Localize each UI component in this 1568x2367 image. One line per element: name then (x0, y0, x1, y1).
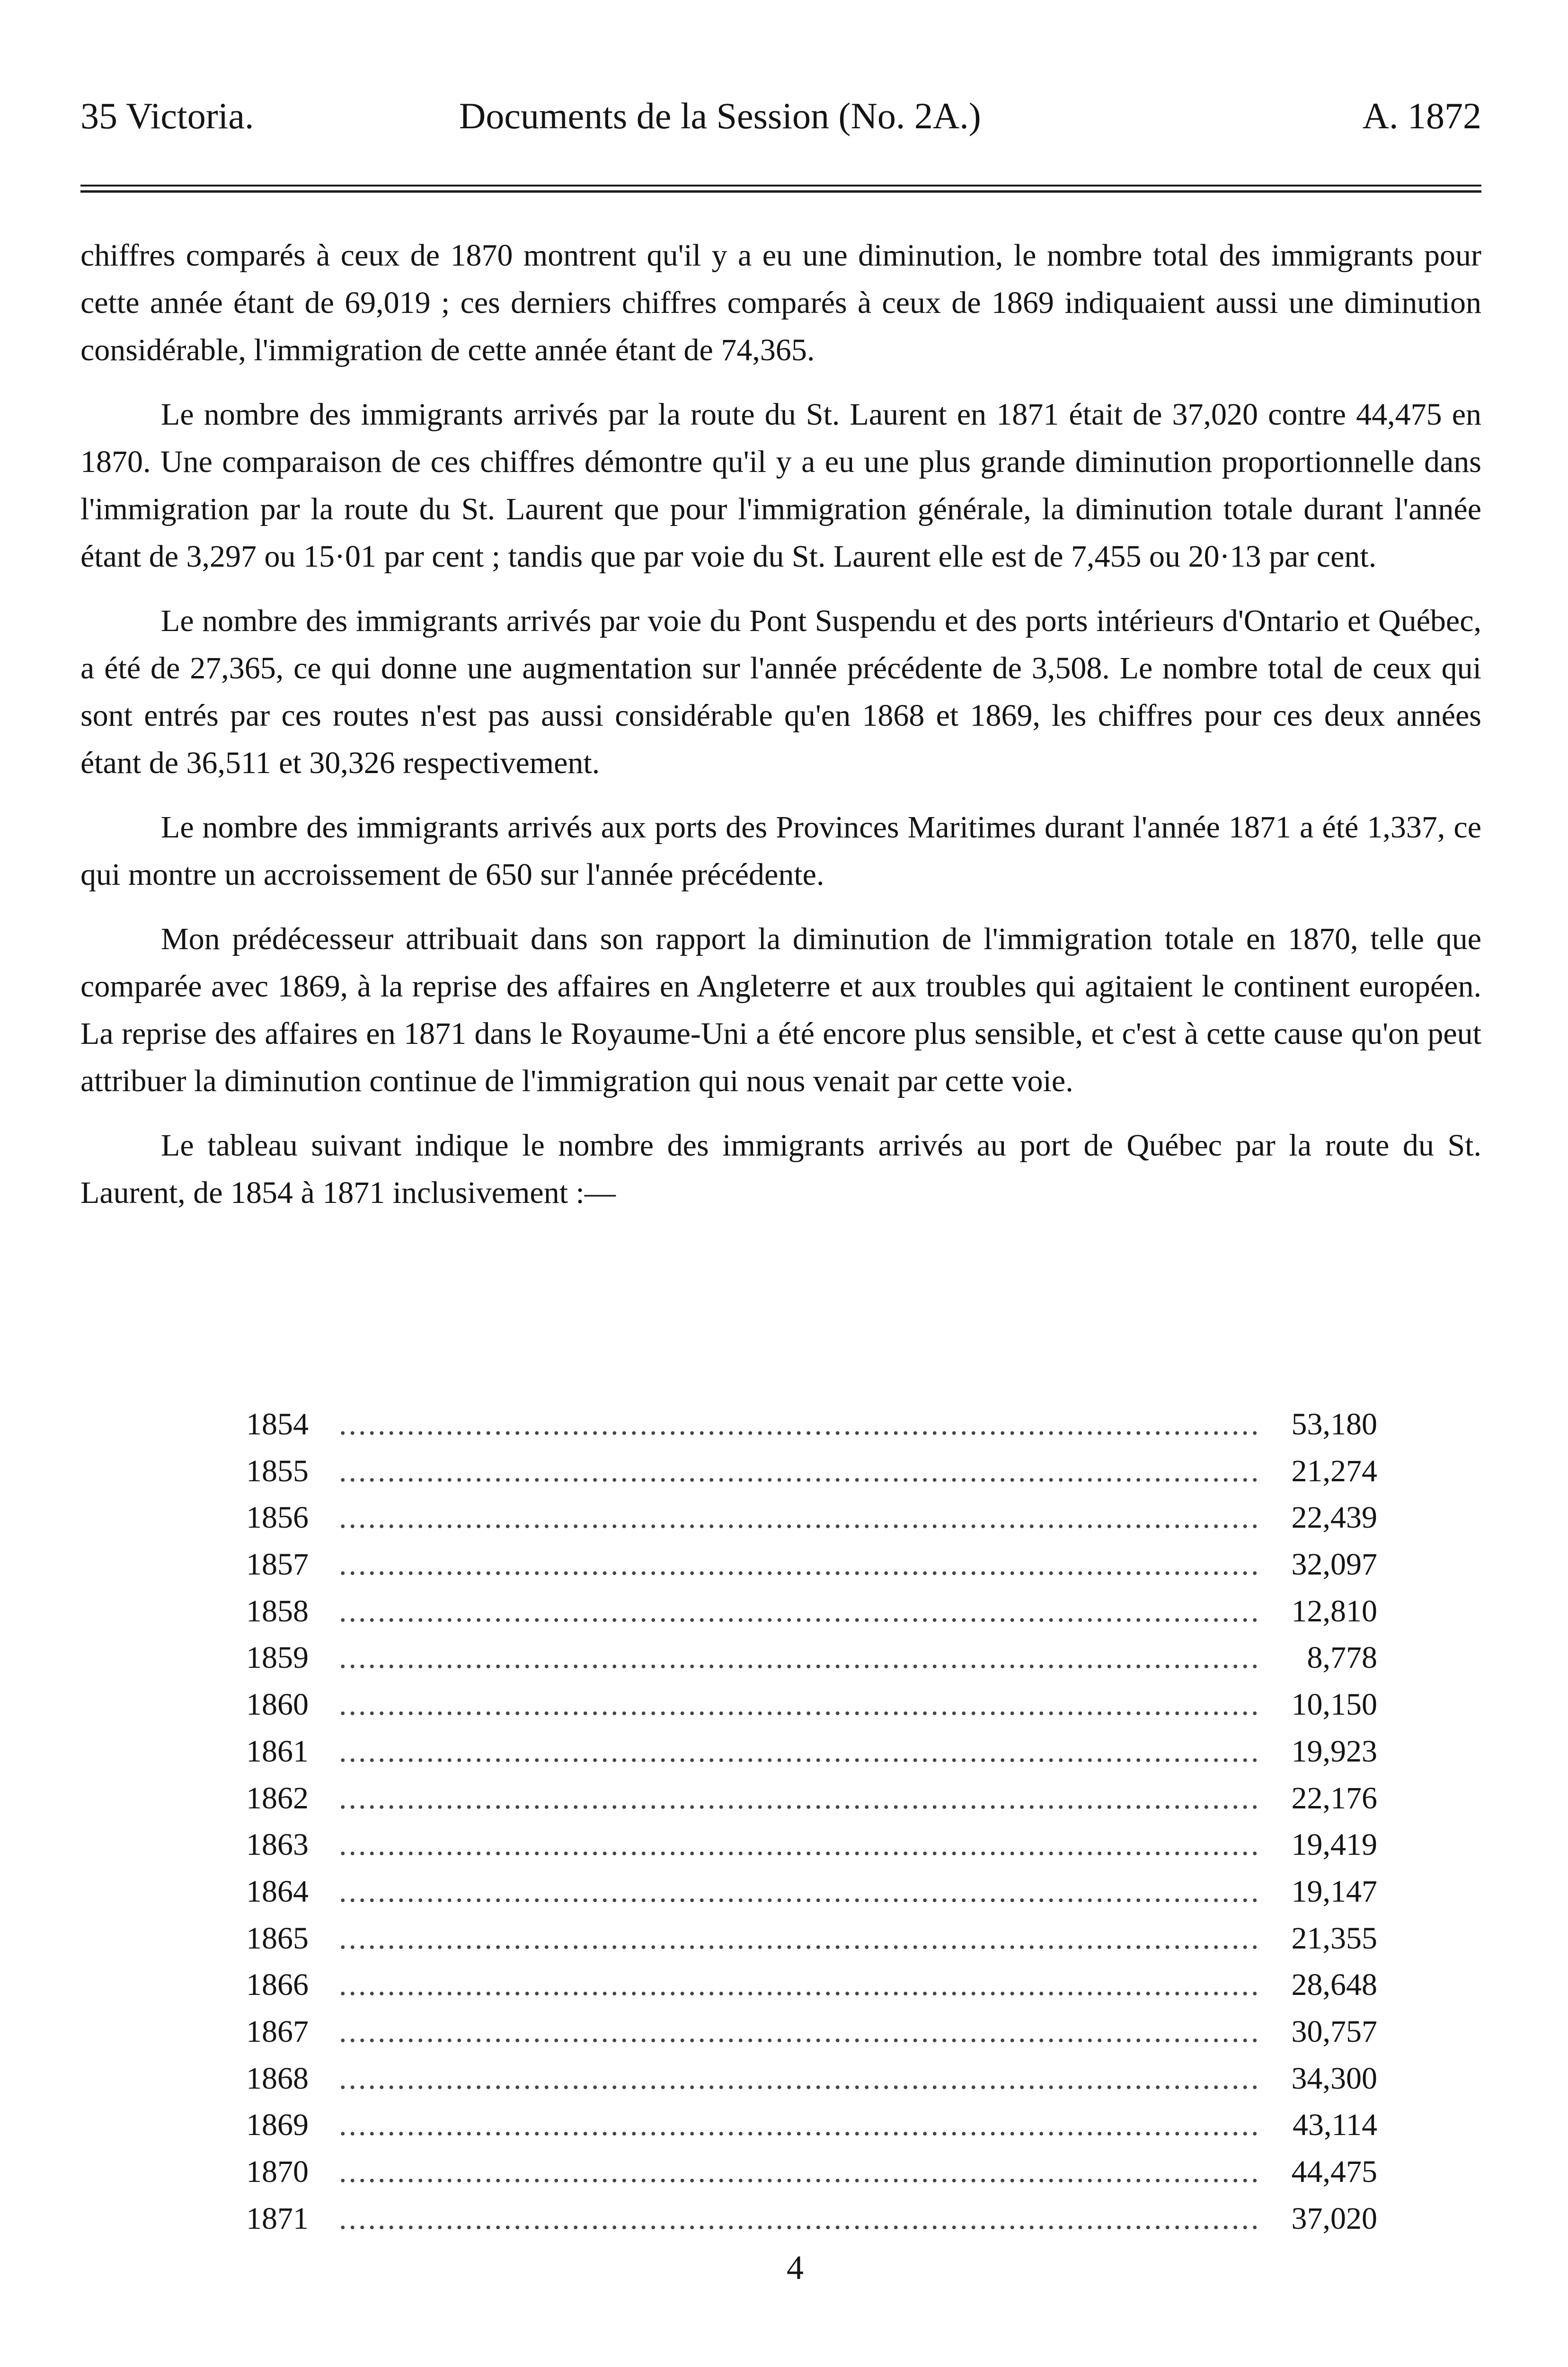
header-title: Documents de la Session (No. 2A.) (459, 95, 981, 136)
table-year: 1867 (246, 2014, 309, 2049)
table-year: 1868 (246, 2061, 309, 2096)
table-row (246, 1682, 1377, 1728)
table-year: 1859 (246, 1640, 309, 1675)
table-value: 44,475 (1291, 2154, 1377, 2189)
paragraph: chiffres comparés à ceux de 1870 montrent qu'il y a eu une diminution, le nombre total des immigrants pour cette année étant de 69,019 ; ces derniers chiffres comparés à ceux de 1869 indiquaient aussi une diminution considérable, l'immigration de cette année étant de 74,365. (80, 238, 1481, 367)
table-value: 22,439 (1291, 1500, 1377, 1535)
paragraph: Le nombre des immigrants arrivés aux ports des Provinces Maritimes durant l'année 1871 a été 1,337, ce qui montre un accroissement de 650 sur l'année précédente. (80, 810, 1481, 892)
table-row (246, 1869, 1377, 1915)
table-year: 1858 (246, 1593, 309, 1628)
table-value: 43,114 (1292, 2108, 1377, 2143)
table-value: 19,419 (1291, 1827, 1377, 1862)
table-year: 1855 (246, 1453, 309, 1488)
page-number: 4 (787, 2249, 804, 2287)
leader-dots (339, 1915, 1257, 1962)
table-value: 22,176 (1291, 1780, 1377, 1815)
table-year: 1864 (246, 1874, 309, 1909)
table-value: 34,300 (1291, 2061, 1377, 2096)
immigration-table (246, 1401, 1377, 2242)
table-year: 1861 (246, 1734, 309, 1769)
table-row (246, 1401, 1377, 1448)
running-header (80, 90, 1481, 142)
table-row (246, 1588, 1377, 1635)
table-row (246, 2009, 1377, 2056)
table-value: 21,355 (1291, 1921, 1377, 1956)
table-value: 8,778 (1307, 1640, 1377, 1675)
header-volume: 35 Victoria. (80, 95, 254, 136)
paragraph: Mon prédécesseur attribuait dans son rapport la diminution de l'immigration totale en 1870, telle que comparée avec 1869, à la reprise des affaires en Angleterre et aux troubles qui agitaient le continent européen. La reprise des affaires en 1871 dans le Royaume-Uni a été encore plus sensible, et c'est à cette cause qu'on peut attribuer la diminution continue de l'immigration qui nous venait par cette voie. (80, 922, 1481, 1098)
leader-dots (339, 1588, 1257, 1635)
table-value: 37,020 (1291, 2201, 1377, 2236)
table-row (246, 1962, 1377, 2009)
table-row (246, 2102, 1377, 2149)
table-year: 1863 (246, 1827, 309, 1862)
table-year: 1869 (246, 2108, 309, 2143)
paragraph: Le nombre des immigrants arrivés par la route du St. Laurent en 1871 était de 37,020 contre 44,475 en 1870. Une comparaison de ces chiffres démontre qu'il y a eu une plus grande diminution proportionnelle dans l'immigration par la route du St. Laurent que pour l'immigration générale, la diminution totale durant l'année étant de 3,297 ou 15·01 par cent ; tandis que par voie du St. Laurent elle est de 7,455 ou 20·13 par cent. (80, 397, 1481, 574)
table-row (246, 2196, 1377, 2242)
leader-dots (339, 1869, 1257, 1915)
table-row (246, 1775, 1377, 1822)
leader-dots (339, 1448, 1257, 1495)
leader-dots (339, 2102, 1257, 2149)
table-row (246, 1915, 1377, 1962)
table-value: 10,150 (1291, 1687, 1377, 1722)
table-row (246, 1822, 1377, 1869)
leader-dots (339, 1541, 1257, 1588)
table-year: 1865 (246, 1921, 309, 1956)
table-year: 1854 (246, 1407, 309, 1442)
table-value: 28,648 (1291, 1967, 1377, 2002)
leader-dots (339, 1682, 1257, 1728)
table-value: 19,147 (1291, 1874, 1377, 1909)
leader-dots (339, 2056, 1257, 2102)
paragraph: Le nombre des immigrants arrivés par voie du Pont Suspendu et des ports intérieurs d'Ontario et Québec, a été de 27,365, ce qui donne une augmentation sur l'année précédente de 3,508. Le nombre total de ceux qui sont entrés par ces routes n'est pas aussi considérable qu'en 1868 et 1869, les chiffres pour ces deux années étant de 36,511 et 30,326 respectivement. (80, 604, 1481, 780)
table-value: 19,923 (1291, 1734, 1377, 1769)
table-row (246, 1495, 1377, 1541)
leader-dots (339, 1962, 1257, 2009)
table-year: 1870 (246, 2154, 309, 2189)
table-row (246, 1635, 1377, 1682)
leader-dots (339, 1401, 1257, 1448)
table-row (246, 1448, 1377, 1495)
table-year: 1871 (246, 2201, 309, 2236)
table-value: 12,810 (1291, 1593, 1377, 1628)
leader-dots (339, 1822, 1257, 1869)
table-row (246, 2149, 1377, 2196)
leader-dots (339, 1635, 1257, 1682)
table-value: 30,757 (1291, 2014, 1377, 2049)
table-row (246, 1541, 1377, 1588)
header-rule-thin (80, 185, 1481, 187)
leader-dots (339, 2149, 1257, 2196)
table-year: 1856 (246, 1500, 309, 1535)
leader-dots (339, 2196, 1257, 2242)
table-year: 1860 (246, 1687, 309, 1722)
table-row (246, 2056, 1377, 2102)
header-year: A. 1872 (1362, 95, 1481, 136)
table-year: 1857 (246, 1547, 309, 1582)
table-year: 1866 (246, 1967, 309, 2002)
paragraph: Le tableau suivant indique le nombre des immigrants arrivés au port de Québec par la route du St. Laurent, de 1854 à 1871 inclusivement :— (80, 1128, 1481, 1210)
table-value: 53,180 (1291, 1407, 1377, 1442)
table-row (246, 1728, 1377, 1775)
body-text (80, 232, 1481, 1234)
table-value: 21,274 (1291, 1453, 1377, 1488)
leader-dots (339, 1775, 1257, 1822)
leader-dots (339, 1495, 1257, 1541)
leader-dots (339, 1728, 1257, 1775)
header-rule-thick (80, 190, 1481, 193)
table-year: 1862 (246, 1780, 309, 1815)
table-value: 32,097 (1291, 1547, 1377, 1582)
leader-dots (339, 2009, 1257, 2056)
